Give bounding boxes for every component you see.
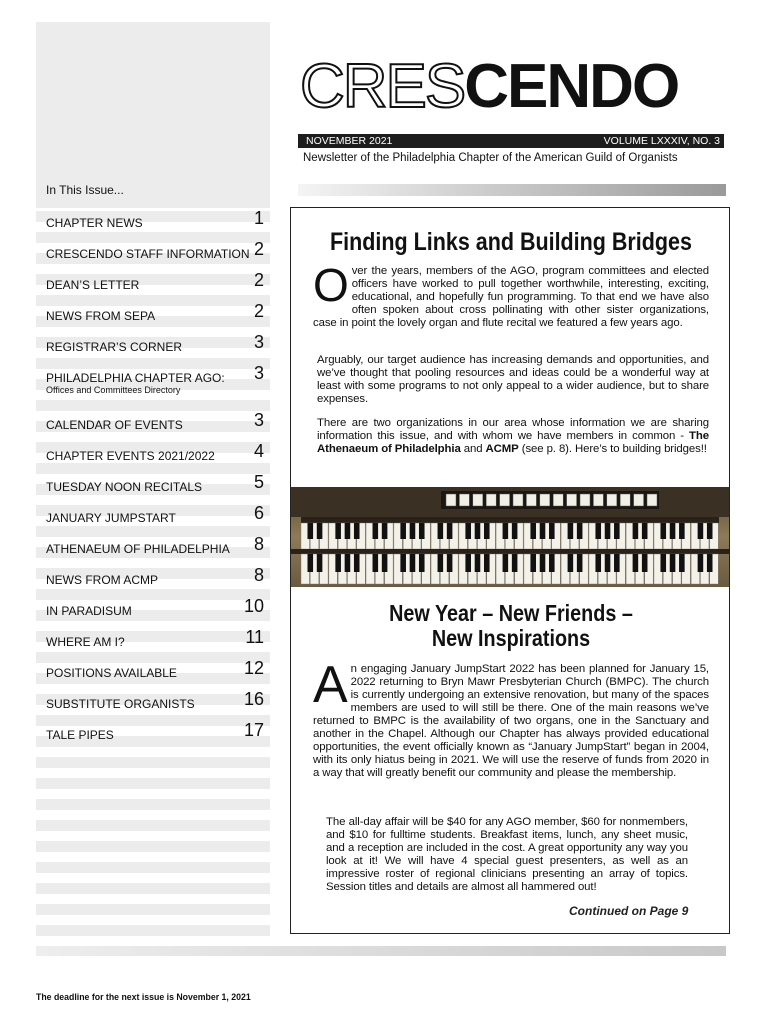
issue-date: NOVEMBER 2021: [306, 135, 393, 147]
toc-item-label: NEWS FROM ACMP: [46, 573, 159, 587]
toc-item-label: TUESDAY NOON RECITALS: [46, 480, 203, 494]
toc-item-page: 2: [253, 270, 264, 290]
black-key: [400, 554, 406, 572]
dropcap: A: [313, 656, 348, 714]
gradient-rule: [298, 184, 726, 196]
stop-tab: [607, 494, 617, 506]
article1-paragraph-3: There are two organizations in our area whose information we are sharing information this issue, and with whom we have members in common - The Athenaeum of Philadelphia and ACMP (see p. 8). Here’s to building bridges!!: [317, 417, 709, 455]
black-key: [698, 523, 704, 539]
black-key: [400, 523, 406, 539]
toc-item: [46, 689, 268, 717]
article1-paragraph-1: Over the years, members of the AGO, program committees and elected officers have worked to pull together worthwhile, interesting, exciting, educational, and hopefully fun programming. To that end we have also often spoken about cross pollinating with other sister organizations, case in point the lovely organ and flute recital we featured a few years ago.: [313, 259, 709, 329]
black-key: [512, 523, 518, 539]
toc-item-page: 6: [253, 503, 264, 523]
toc-item-label: DEAN’S LETTER: [46, 278, 140, 292]
black-key: [549, 523, 555, 539]
toc-item: [46, 534, 268, 562]
stop-tab: [513, 494, 523, 506]
black-key: [447, 554, 453, 572]
bottom-rule: [36, 946, 726, 956]
black-key: [419, 554, 425, 572]
toc-item-label: WHERE AM I?: [46, 635, 125, 649]
toc-item-label: REGISTRAR’S CORNER: [46, 340, 183, 354]
black-key: [605, 523, 611, 539]
black-key: [410, 523, 416, 539]
toc-item: [46, 565, 268, 593]
stop-tab: [647, 494, 657, 506]
toc-item-page: 1: [253, 208, 264, 228]
toc-item: [46, 410, 268, 438]
toc-item: [46, 301, 268, 329]
crescendo-logo: CRESCENDO: [300, 52, 679, 121]
black-key: [373, 554, 379, 572]
toc-item: [46, 239, 268, 267]
black-key: [484, 523, 490, 539]
black-key: [549, 554, 555, 572]
toc-item-page: 8: [253, 565, 264, 585]
toc-item-label: POSITIONS AVAILABLE: [46, 666, 177, 680]
black-key: [512, 554, 518, 572]
black-key: [345, 523, 351, 539]
toc-item-page: 17: [243, 720, 264, 740]
toc-item-label: CRESCENDO STAFF INFORMATION: [46, 247, 250, 261]
toc-item: [46, 208, 268, 236]
black-key: [475, 523, 481, 539]
black-key: [568, 554, 574, 572]
black-key: [633, 523, 639, 539]
black-key: [614, 554, 620, 572]
toc-item-label: IN PARADISUM: [46, 604, 132, 618]
toc-item-label: ATHENAEUM OF PHILADELPHIA: [46, 542, 230, 556]
black-key: [540, 523, 546, 539]
toc-item-label: JANUARY JUMPSTART: [46, 511, 176, 525]
stop-tab: [486, 494, 496, 506]
black-key: [438, 554, 444, 572]
article1-headline: Finding Links and Building Bridges: [330, 228, 692, 256]
black-key: [642, 554, 648, 572]
black-key: [335, 554, 341, 572]
black-key: [707, 554, 713, 572]
black-key: [335, 523, 341, 539]
black-key: [605, 554, 611, 572]
black-key: [670, 523, 676, 539]
black-key: [465, 554, 471, 572]
black-key: [530, 523, 536, 539]
toc-item-label: SUBSTITUTE ORGANISTS: [46, 697, 195, 711]
black-key: [679, 523, 685, 539]
black-key: [484, 554, 490, 572]
toc-item-sublabel: Offices and Committees Directory: [46, 385, 181, 395]
black-key: [679, 554, 685, 572]
black-key: [577, 523, 583, 539]
toc-item-page: 3: [253, 363, 264, 383]
newsletter-subtitle: Newsletter of the Philadelphia Chapter of the American Guild of Organists: [303, 152, 678, 164]
black-key: [577, 554, 583, 572]
black-key: [698, 554, 704, 572]
article2-paragraph-1: An engaging January JumpStart 2022 has been planned for January 15, 2022 returning to Bryn Mawr Presbyterian Church (BMPC). The church is currently undergoing an extensive renovation, but many of the spaces members are used to will still be there. One of the main reasons we’ve returned to BMPC is the availability of two organs, one in the Sanctuary and another in the Chapel. Although our Chapter has always provided educational opportunities, the event officially known as “January JumpStart” began in 2004, with its only hiatus being in 2021. We will use the reserve of funds from 2020 in a way that will greatly benefit our community and please the membership.: [313, 656, 709, 779]
black-key: [438, 523, 444, 539]
black-key: [633, 554, 639, 572]
black-key: [503, 523, 509, 539]
black-key: [595, 523, 601, 539]
black-key: [540, 554, 546, 572]
black-key: [345, 554, 351, 572]
toc-item: [46, 441, 268, 469]
issue-volume: VOLUME LXXXIV, NO. 3: [603, 135, 720, 147]
black-key: [530, 554, 536, 572]
black-key: [475, 554, 481, 572]
stop-tab: [540, 494, 550, 506]
toc-item-label: TALE PIPES: [46, 728, 114, 742]
toc-item-page: 3: [253, 410, 264, 430]
black-key: [317, 554, 323, 572]
article2-headline-line2: New Inspirations: [431, 625, 591, 651]
continued-note: Continued on Page 9: [569, 904, 689, 918]
black-key: [354, 523, 360, 539]
stop-tab: [526, 494, 536, 506]
article1-paragraph-2: Arguably, our target audience has increasing demands and opportunities, and we’ve thought that pooling resources and ideas could be a wonderful way at least with some programs to not only appeal to a wider audience, but to share expenses.: [317, 354, 709, 405]
stop-tab: [500, 494, 510, 506]
stop-tab: [567, 494, 577, 506]
stop-tab: [446, 494, 456, 506]
toc-item-label: CHAPTER EVENTS 2021/2022: [46, 449, 215, 463]
black-key: [642, 523, 648, 539]
stop-tab: [580, 494, 590, 506]
black-key: [660, 554, 666, 572]
black-key: [419, 523, 425, 539]
black-key: [447, 523, 453, 539]
stop-tab: [620, 494, 630, 506]
black-key: [614, 523, 620, 539]
toc-title: In This Issue...: [46, 183, 124, 197]
toc-item-page: 4: [253, 441, 264, 461]
toc-item-page: 10: [243, 596, 264, 616]
stop-tab: [473, 494, 483, 506]
black-key: [354, 554, 360, 572]
black-key: [660, 523, 666, 539]
black-key: [503, 554, 509, 572]
stop-tab: [459, 494, 469, 506]
toc-item: [46, 472, 268, 500]
toc-item-page: 12: [243, 658, 264, 678]
toc-item-label: PHILADELPHIA CHAPTER AGO:: [46, 371, 225, 385]
toc-item-page: 3: [253, 332, 264, 352]
toc-item: [46, 332, 268, 360]
article2-paragraph-2: The all-day affair will be $40 for any AGO member, $60 for nonmembers, and $10 for fulltime students. Breakfast items, lunch, any sheet music, and a reception are included in the cost. A great opportunity any way you look at it! We will have 4 special guest presenters, as well as an impressive roster of regional clinicians presenting an array of topics. Session titles and details are almost all hammered out!: [326, 816, 688, 893]
organ-keyboard-photo: [291, 487, 729, 587]
organ-keyboard-illustration: [291, 487, 729, 587]
black-key: [308, 523, 314, 539]
toc-item: [46, 658, 268, 686]
toc-item-page: 8: [253, 534, 264, 554]
toc-item: [46, 596, 268, 624]
toc-item-page: 2: [253, 239, 264, 259]
toc-item: [46, 363, 268, 395]
toc-item-label: NEWS FROM SEPA: [46, 309, 156, 323]
toc-item: [46, 503, 268, 531]
issue-info-bar: [298, 134, 724, 148]
black-key: [308, 554, 314, 572]
black-key: [595, 554, 601, 572]
black-key: [670, 554, 676, 572]
toc-item-page: 5: [253, 472, 264, 492]
deadline-note: The deadline for the next issue is November 1, 2021: [36, 992, 251, 1003]
toc-item: [46, 270, 268, 298]
stop-tab: [593, 494, 603, 506]
black-key: [382, 554, 388, 572]
black-key: [465, 523, 471, 539]
toc-item-page: 16: [243, 689, 264, 709]
black-key: [317, 523, 323, 539]
stop-tab: [634, 494, 644, 506]
black-key: [382, 523, 388, 539]
toc-item-label: CHAPTER NEWS: [46, 216, 143, 230]
toc-item-label: CALENDAR OF EVENTS: [46, 418, 183, 432]
black-key: [707, 523, 713, 539]
article2-headline-line1: New Year – New Friends –: [389, 600, 633, 626]
toc-item: [46, 627, 268, 655]
dropcap: O: [313, 259, 349, 311]
black-key: [373, 523, 379, 539]
black-key: [568, 523, 574, 539]
toc-item-page: 11: [245, 627, 264, 647]
black-key: [410, 554, 416, 572]
toc-item-page: 2: [253, 301, 264, 321]
toc-item: [46, 720, 268, 748]
toc-background-top: [36, 22, 270, 208]
stop-tab: [553, 494, 563, 506]
